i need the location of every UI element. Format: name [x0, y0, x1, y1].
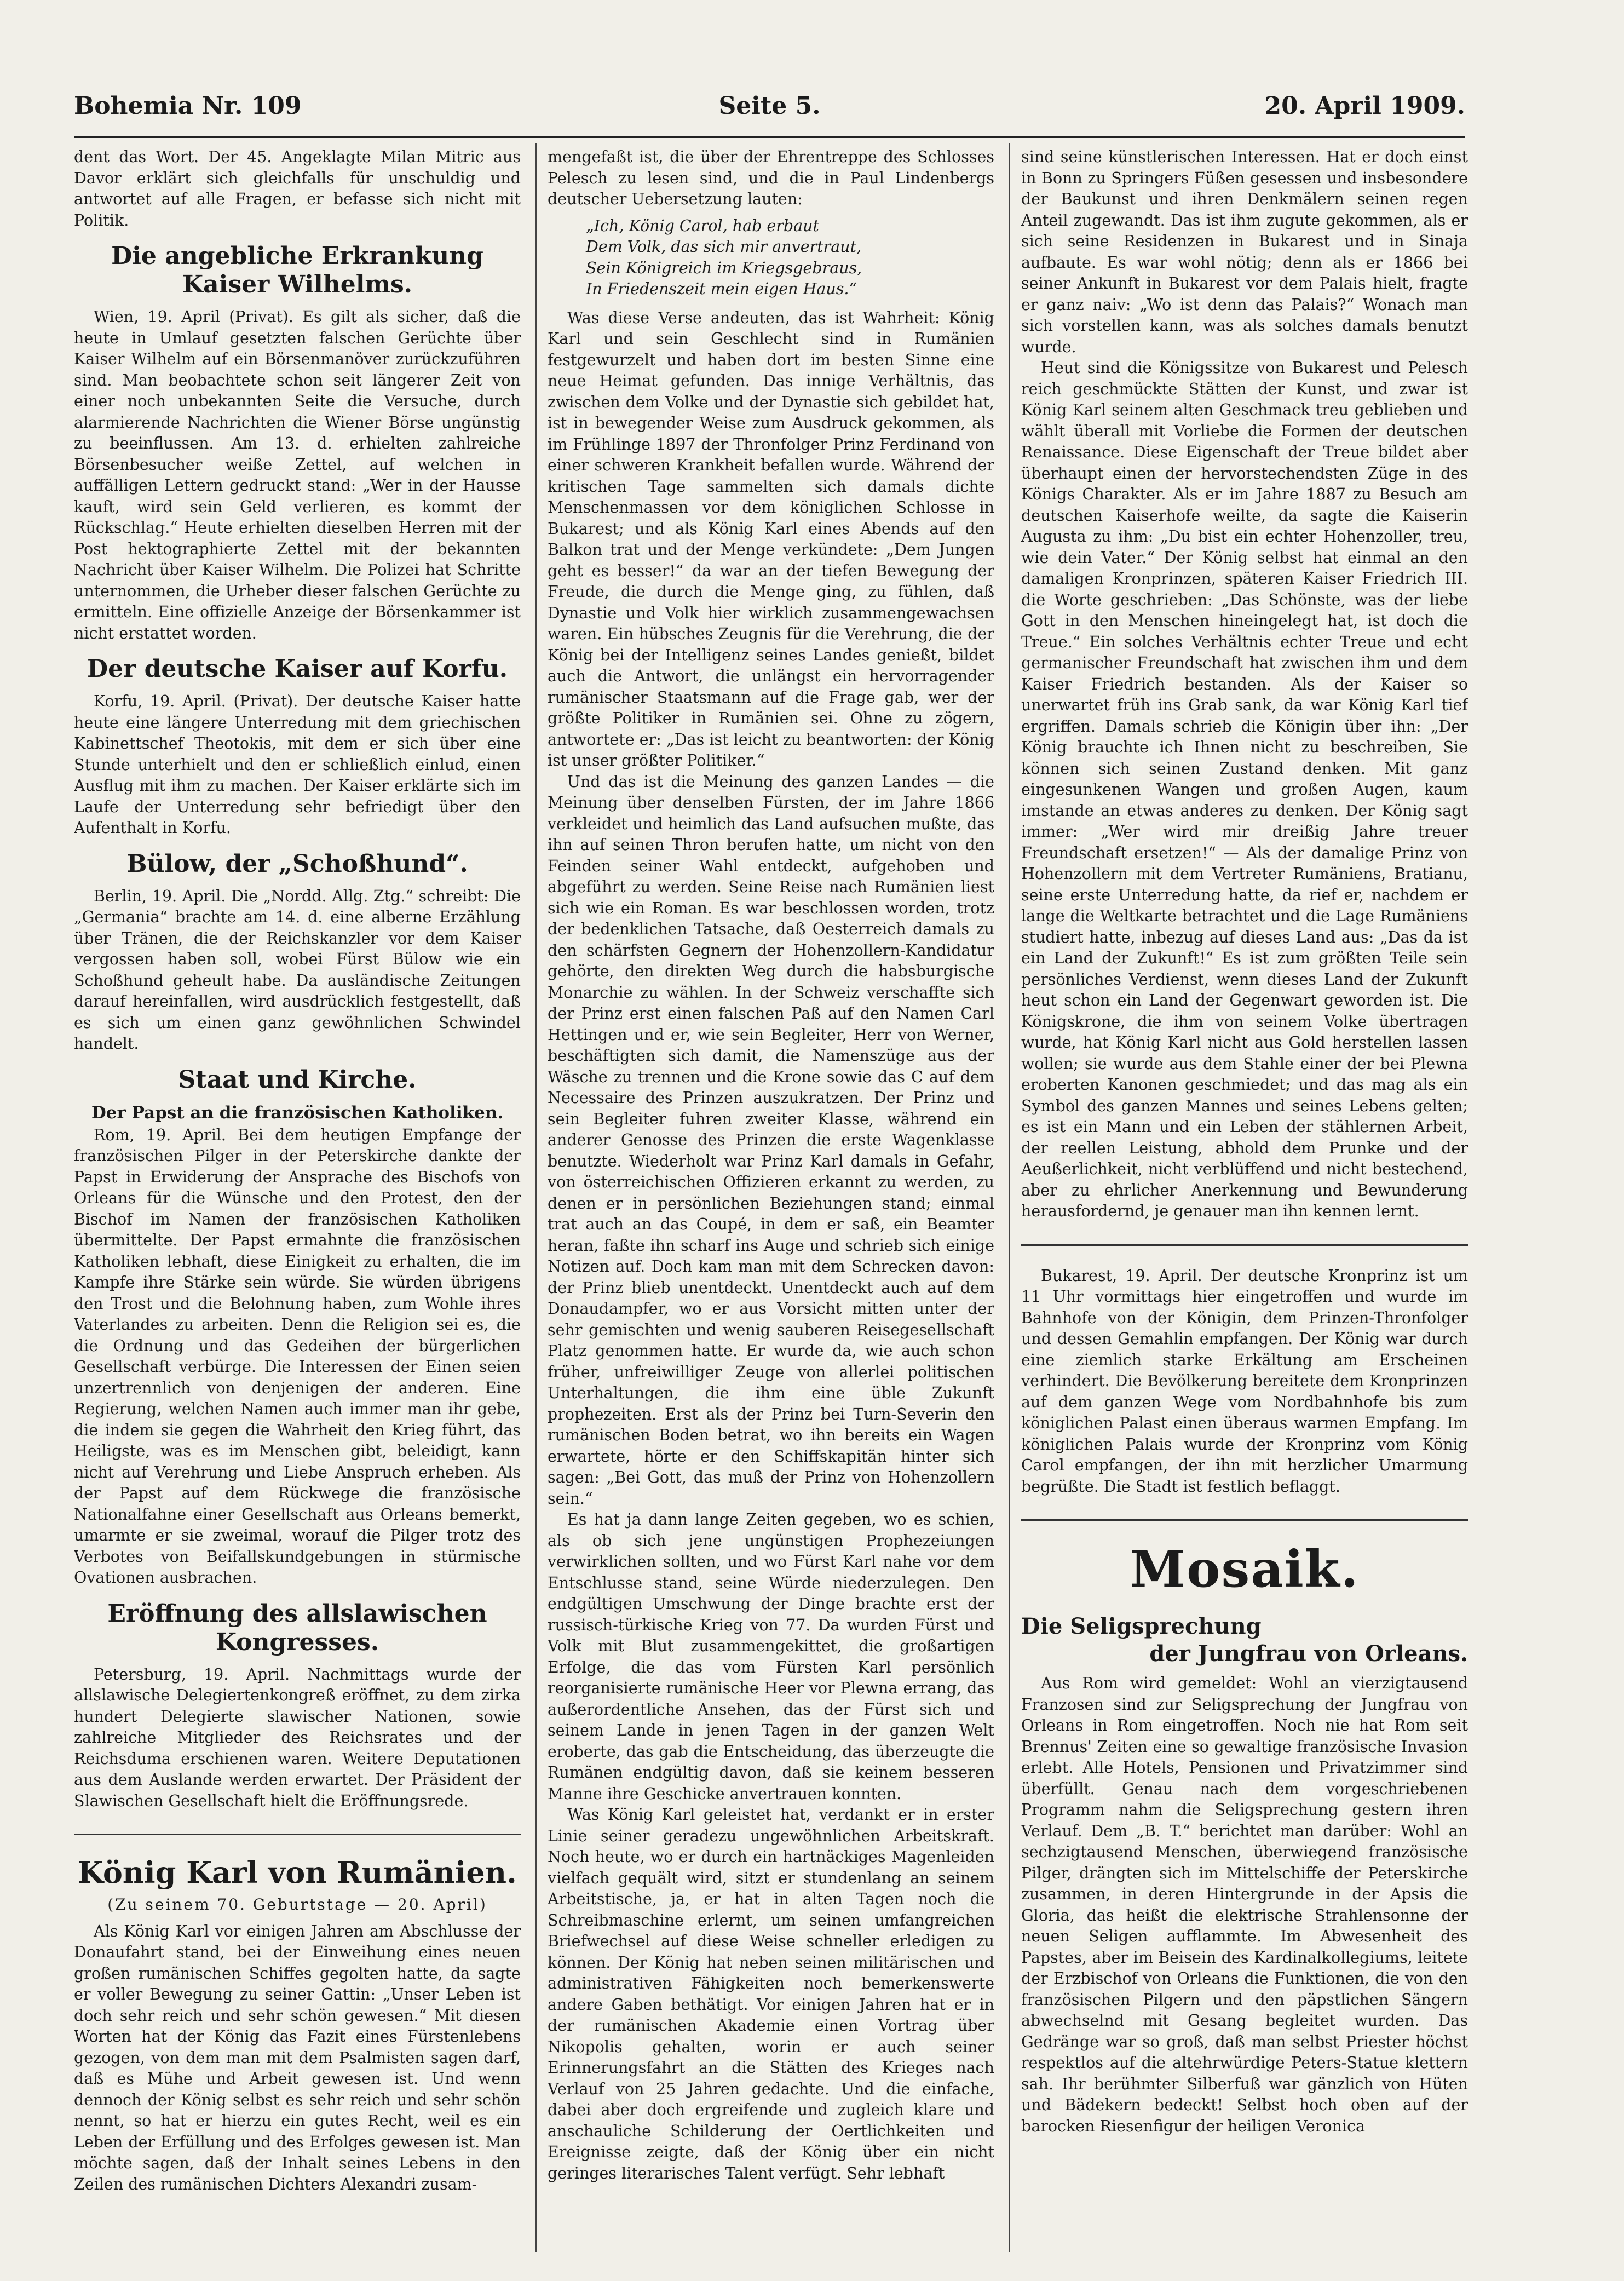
section-heading-mosaik: Mosaik. — [1130, 1539, 1360, 1599]
article-text: Petersburg, 19. April. Nachmittags wurde der allslawische Delegiertenkongreß eröffnet, zu dem zirka hundert Delegierte slawischer Nationen, sowie zahlreiche Mitglieder des Reichsrates und der Reichsduma erschienen waren. Weitere Deputationen aus dem Auslande werden erwartet. Der Präsident der Slawischen Gesellschaft hielt die Eröffnungsrede. — [74, 1665, 521, 1810]
article-text: Korfu, 19. April. (Privat). Der deutsche Kaiser hatte heute eine längere Unterredung mit dem griechischen Kabinettschef Theotokis, mit dem er sich über eine Stunde unterhielt und den er schließlich einlud, einen Ausflug mit ihm zu machen. Der Kaiser erklärte sich im Laufe der Unterredung sehr befriedigt über den Aufenthalt in Korfu. — [74, 692, 521, 837]
news-item: Bukarest, 19. April. Der deutsche Kronprinz ist um 11 Uhr vormittags hier eingetroffen und wurde im Bahnhofe von der Königin, dem Prinzen-Thronfolger und dessen Gemahlin empfangen. Der König war durch eine ziemlich starke Erkältung am Erscheinen verhindert. Die Bevölkerung bereitete dem Kronprinzen auf dem ganzen Wege vom Nordbahnhofe bis zum königlichen Palast einen überaus warmen Empfang. Im königlichen Palais wurde der Kronprinz vom König Carol empfangen, der ihn mit herzlicher Umarmung begrüßte. Die Stadt ist festlich beflaggt. — [1021, 1266, 1468, 1496]
section-rule — [1021, 1519, 1468, 1521]
article-title: Eröffnung des allslawischen Kongresses. — [107, 1599, 487, 1656]
article-title-line-2: der Jungfrau von Orleans. — [1149, 1641, 1468, 1667]
column-1 — [74, 147, 521, 2250]
section-title: Staat und Kirche. — [178, 1065, 417, 1094]
feature-subtitle: (Zu seinem 70. Geburtstage — 20. April) — [107, 1895, 487, 1914]
column-3 — [1021, 147, 1468, 2250]
article-text: Und das ist die Meinung des ganzen Landes — die Meinung über denselben Fürsten, der im Jahre 1866 verkleidet und heimlich das Land aufsuchen mußte, das ihn auf seinen Thron berufen hatte, um nicht von den Feinden seiner Wahl entdeckt, aufgehoben und abgeführt zu werden. Seine Reise nach Rumänien liest sich wie ein Roman. Es war beschlossen worden, trotz der bedenklichen Tatsache, daß Oesterreich damals zu den schärfsten Gegnern der Hohenzollern-Kandidatur gehörte, den direkten Weg durch die habsburgische Monarchie zu wählen. In der Schweiz verschaffte sich der Prinz erst einen falschen Paß auf den Namen Carl Hettingen und er, wie sein Begleiter, Herr von Werner, beschäftigten sich damit, die Namenszüge aus der Wäsche zu trennen und die Krone sowie das C auf dem Necessaire des Prinzen auszukratzen. Der Prinz und sein Begleiter fuhren zweiter Klasse, während ein anderer Genosse des Prinzen die erste Wagenklasse benutzte. Wiederholt war Prinz Karl damals in Gefahr, von österreichischen Offizieren erkannt zu werden, zu denen er in persönlichen Beziehungen stand; einmal trat auch an das Coupé, in dem er saß, ein Beamter heran, faßte ihn scharf ins Auge und schrieb sich einige Notizen auf. Doch kam man mit dem Schrecken davon: der Prinz blieb unentdeckt. Unentdeckt auch auf dem Donaudampfer, wo er aus Vorsicht mitten unter der sehr gemischten und wenig sauberen Reisegesellschaft Platz genommen hatte. Er wurde da, wie auch schon früher, unfreiwilliger Zeuge von allerlei politischen Unterhaltungen, die ihm eine üble Zukunft prophezeiten. Erst als der Prinz bei Turn-Severin den rumänischen Boden betrat, wo ihn bereits ein Wagen erwartete, hörte er den Schiffskapitän hinter sich sagen: „Bei Gott, das muß der Prinz von Hohenzollern sein.“ — [548, 772, 994, 1508]
article-text: Aus Rom wird gemeldet: Wohl an vierzigtausend Franzosen sind zur Seligsprechung der Jungfrau von Orleans in Rom eingetroffen. Noch nie hat Rom seit Brennus' Zeiten eine so gewaltige französische Invasion erlebt. Alle Hotels, Pensionen und Privatzimmer sind überfüllt. Genau nach dem vorgeschriebenen Programm nahm die Seligsprechung gestern ihren Verlauf. Dem „B. T.“ berichtet man darüber: Wohl an sechzigtausend Menschen, überwiegend französische Pilger, drängten sich im Mittelschiffe der Peterskirche zusammen, in deren Hintergrunde in der Apsis die Gloria, das heißt die elektrische Strahlensonne der neuen Seligen aufflammte. Im Abwesenheit des Papstes, aber im Beisein des Kardinalkollegiums, leitete der Erzbischof von Orleans die Funktionen, die von den französischen Pilgern und den päpstlichen Sängern abwechselnd mit Gesang begleitet wurden. Das Gedränge war so groß, daß man selbst Priester höchst respektlos auf die altehrwürdige Peters-Statue klettern sah. Ihr berühmter Silberfuß war gänzlich von Hüten und Bädekern bedeckt! Selbst hoch oben auf der barocken Riesenfigur der heiligen Veronica — [1021, 1674, 1468, 2135]
article-text: sind seine künstlerischen Interessen. Hat er doch einst in Bonn zu Springers Füßen gesessen und insbesondere der Baukunst und ihren Denkmälern seinen regen Anteil zugewandt. Das ist ihm zugute gekommen, als er sich seine Residenzen in Bukarest und in Sinaja aufbaute. Es war wohl nötig; denn als er 1866 bei seiner Ankunft in Bukarest vor dem Palais hielt, fragte er ganz naiv: „Wo ist denn das Palais?“ Wonach man sich vorstellen kann, was als solches damals benutzt wurde. — [1021, 148, 1468, 356]
article-subtitle: Der Papst an die französischen Katholiken. — [91, 1102, 504, 1123]
section-rule — [1021, 1244, 1468, 1246]
column-divider — [1009, 143, 1010, 2252]
article-text: Was König Karl geleistet hat, verdankt er in erster Linie seiner geradezu ungewöhnlichen Arbeitskraft. Noch heute, wo er durch ein hartnäckiges Magenleiden vielfach gequält wird, sitzt er stundenlang an seinem Arbeitstische, ja, er hat in alten Tagen noch die Schreibmaschine erlernt, um seinen umfangreichen Briefwechsel auf diese Weise schneller erledigen zu können. Der König hat neben seinen militärischen und administrativen Fähigkeiten noch bemerkenswerte andere Gaben bethätigt. Vor einigen Jahren hat er in der rumänischen Akademie einen Vortrag über Nikopolis gehalten, worin er auch seiner Erinnerungsfahrt an die Stätten des Krieges nach Verlauf von 25 Jahren gedachte. Und die einfache, dabei aber doch ergreifende und zugleich klare und anschauliche Schilderung der Oertlichkeiten und Ereignisse zeigte, daß der König über ein nicht geringes literarisches Talent verfügt. Sehr lebhaft — [548, 1806, 994, 2182]
poem-line: Sein Königreich im Kriegsgebraus, — [586, 258, 862, 277]
article-title-line-1: Die Seligsprechung — [1021, 1613, 1262, 1639]
continued-text: dent das Wort. Der 45. Angeklagte Milan Mitric aus Davor erklärt sich gleichfalls für unschuldig und antwortet auf alle Fragen, er befasse sich nicht mit Politik. — [74, 148, 521, 229]
poem-line: „Ich, König Carol, hab erbaut — [586, 216, 819, 235]
article-text: Als König Karl vor einigen Jahren am Abschlusse der Donaufahrt stand, bei der Einweihung eines neuen großen rumänischen Schiffes gegolten hatte, da sagte er voller Bewegung zu seiner Gattin: „Unser Leben ist doch sehr reich und sehr schön gewesen.“ Mit diesen Worten hat der König das Fazit eines Fürstenlebens gezogen, von dem man mit dem Psalmisten sagen darf, daß es Mühe und Arbeit gewesen ist. Und wenn dennoch der König selbst es sehr reich und sehr schön nennt, so hat er hierzu ein gutes Recht, weil es ein Leben der Erfüllung und des Erfolges gewesen ist. Man möchte sagen, daß der Inhalt seines Lebens in den Zeilen des rumänischen Dichters Alexandri zusam- — [74, 1922, 521, 2193]
article-text: Heut sind die Königssitze von Bukarest und Pelesch reich geschmückte Stätten der Kunst, und zwar ist König Karl seinem alten Geschmack treu geblieben und wählt überall mit Vorliebe die Formen der deutschen Renaissance. Diese Eigenschaft der Treue bildet aber überhaupt einen der hervorstechendsten Züge in des Königs Charakter. Als er im Jahre 1887 zu Besuch am deutschen Kaiserhofe weilte, da sagte die Kaiserin Augusta zu ihm: „Du bist ein echter Hohenzoller, treu, wie dein Vater.“ Der König selbst hat einmal an den damaligen Kronprinzen, späteren Kaiser Friedrich III. die Worte geschrieben: „Das Schönste, was der liebe Gott in den Menschen hineingelegt hat, ist doch die Treue.“ Ein solches Verhältnis echter Treue und echt germanischer Freundschaft hat zwischen ihm und dem Kaiser Friedrich bestanden. Als der Kaiser so unerwartet früh ins Grab sank, da war König Karl tief ergriffen. Damals schrieb die Königin über ihn: „Der König brauchte ich Ihnen nicht zu beschreiben, Sie können sich seinen Zustand denken. Mit ganz eingesunkenen Wangen und großen Augen, kaum imstande an etwas anderes zu denken. Der König sagt immer: „Wer wird mir dreißig Jahre treuer Freundschaft ersetzen!“ — Als der damalige Prinz von Hohenzollern mit dem Vertreter Rumäniens, Bratianu, seine erste Unterredung hatte, da rief er, nachdem er lange die Weltkarte betrachtet und die Lage Rumäniens studiert hatte, inbezug auf dieses Land aus: „Das da ist ein Land der Zukunft!“ Es ist zum größten Teile sein persönliches Verdienst, wenn dieses Land der Zukunft heut schon ein Land der Gegenwart geworden ist. Die Königskrone, die ihm von seinem Volke übertragen wurde, hat König Karl nicht aus Gold herstellen lassen wollen; sie wurde aus dem Stahle einer der bei Plewna eroberten Kanonen geschmiedet; und das mag als ein Symbol des ganzen Mannes und seines Lebens gelten; es ist ein Mann und ein Leben der stählernen Arbeit, der reellen Leistung, abhold dem Prunke und der Aeußerlichkeit, nicht verblüffend und nicht bestechend, aber zu ehrlicher Anerkennung und Bewunderung herausfordernd, je genauer man ihn kennen lernt. — [1021, 359, 1468, 1220]
header-page-number: Seite 5. — [718, 92, 821, 120]
poem-line: Dem Volk, das sich mir anvertraut, — [586, 238, 862, 256]
article-text: Berlin, 19. April. Die „Nordd. Allg. Ztg.“ schreibt: Die „Germania“ brachte am 14. d. eine alberne Erzählung über Tränen, die der Reichskanzler vor dem Kaiser vergossen haben soll, wobei Fürst Bülow wie ein Schoßhund geheult habe. Da ausländische Zeitungen darauf hereinfallen, wird ausdrücklich festgestellt, daß es sich um einen ganz gewöhnlichen Schwindel handelt. — [74, 887, 521, 1053]
poem — [586, 216, 994, 300]
header-rule — [74, 136, 1465, 138]
header-date: 20. April 1909. — [1264, 92, 1465, 120]
section-rule — [74, 1834, 521, 1835]
article-text: Wien, 19. April (Privat). Es gilt als sicher, daß die heute in Umlauf gesetzten falschen Gerüchte über Kaiser Wilhelm auf ein Börsenmanöver zurückzuführen sind. Man beobachtete schon seit längerer Zeit von einer noch unbekannten Seite die Versuche, durch alarmierende Nachrichten die Wiener Börse ungünstig zu beeinflussen. Am 13. d. erhielten zahlreiche Börsenbesucher weiße Zettel, auf welchen in auffälligen Lettern gedruckt stand: „Wer in der Hausse kauft, wird sein Geld verlieren, es kommt der Rückschlag.“ Heute erhielten dieselben Herren mit der Post hektographierte Zettel mit der bekannten Nachricht über Kaiser Wilhelm. Die Polizei hat Schritte unternommen, die Urheber dieser falschen Gerüchte zu ermitteln. Eine offizielle Anzeige der Börsenkammer ist nicht erstattet worden. — [74, 308, 521, 642]
column-divider — [535, 143, 537, 2252]
article-title: Der deutsche Kaiser auf Korfu. — [87, 655, 508, 683]
column-2 — [548, 147, 994, 2250]
article-title: Die angebliche Erkrankung Kaiser Wilhelms. — [111, 242, 483, 298]
article-text: Rom, 19. April. Bei dem heutigen Empfange der französischen Pilger in der Peterskirche dankte der Papst in Erwiderung der Ansprache des Bischofs von Orleans für die Wünsche und den Protest, den der Bischof im Namen der französischen Katholiken übermittelte. Der Papst ermahnte die französischen Katholiken lebhaft, diese Einigkeit zu erhalten, die im Kampfe ihre Stärke sein würde. Sie würden übrigens den Trost und die Belohnung haben, zum Wohle ihres Vaterlandes zu arbeiten. Denn die Religion sei es, die die Ordnung und das Gedeihen der bürgerlichen Gesellschaft verbürge. Die Interessen der Einen seien unzertrennlich von denjenigen der anderen. Eine Regierung, welchen Namen auch immer man ihr gebe, die indem sie gegen die Wahrheit den Krieg führt, das Heiligste, was es im Menschen gibt, beleidigt, kann nicht auf Verehrung und Liebe Anspruch erheben. Als der Papst auf dem Rückwege die französische Nationalfahne einer Gesellschaft aus Orleans bemerkt, umarmte er sie zweimal, worauf die Pilger trotz des Verbotes von Beifallskundgebungen in stürmische Ovationen ausbrachen. — [74, 1125, 521, 1587]
poem-line: In Friedenszeit mein eigen Haus.“ — [586, 280, 857, 298]
article-text: mengefaßt ist, die über der Ehrentreppe des Schlosses Pelesch zu lesen sind, und die in Paul Lindenbergs deutscher Uebersetzung lauten: — [548, 148, 994, 208]
article-text: Es hat ja dann lange Zeiten gegeben, wo es schien, als ob sich jene ungünstigen Prophezeiungen verwirklichen sollten, und wo Fürst Karl nahe vor dem Entschlusse stand, seine Würde niederzulegen. Den endgültigen Umschwung der Dinge brachte erst der russisch-türkische Krieg von 77. Da wurden Fürst und Volk mit Blut zusammengekittet, die großartigen Erfolge, die das vom Fürsten Karl persönlich reorganisierte rumänische Heer vor Plewna errang, das außerordentliche Ansehen, das der Fürst sich und seinem Lande in jenen Tagen in der ganzen Welt eroberte, das gab die Entscheidung, das überzeugte die Rumänen endgültig davon, daß sie keinem besseren Manne ihre Geschicke anvertrauen konnten. — [548, 1510, 994, 1803]
page-header — [74, 92, 1465, 130]
article-title: Bülow, der „Schoßhund“. — [126, 849, 468, 878]
article-text: Was diese Verse andeuten, das ist Wahrheit: König Karl und sein Geschlecht sind in Rumänien festgewurzelt und haben dort im besten Sinne eine neue Heimat gefunden. Das innige Verhältnis, das zwischen dem Volke und der Dynastie sich gebildet hat, ist in bewegender Weise zum Ausdruck gekommen, als im Frühlinge 1897 der Thronfolger Prinz Ferdinand von einer schweren Krankheit befallen wurde. Während der kritischen Tage sammelten sich damals dichte Menschenmassen vor dem königlichen Schlosse in Bukarest; und als König Karl eines Abends auf den Balkon trat und der Menge verkündete: „Dem Jungen geht es besser!“ da war an der tiefen Bewegung der Freude, die durch die Menge ging, zu fühlen, daß Dynastie und Volk hier wirklich zusammengewachsen waren. Ein hübsches Zeugnis für die Verehrung, die der König bei der Intelligenz seines Landes genießt, bildet auch die Antwort, die unlängst ein hervorragender rumänischer Staatsmann auf die Frage gab, wer der größte Politiker in Rumänien sei. Ohne zu zögern, antwortete er: „Das ist leicht zu beantworten: der König ist unser größter Politiker.“ — [548, 308, 994, 769]
feature-title: König Karl von Rumänien. — [78, 1855, 517, 1890]
header-issue: Bohemia Nr. 109 — [74, 92, 302, 120]
